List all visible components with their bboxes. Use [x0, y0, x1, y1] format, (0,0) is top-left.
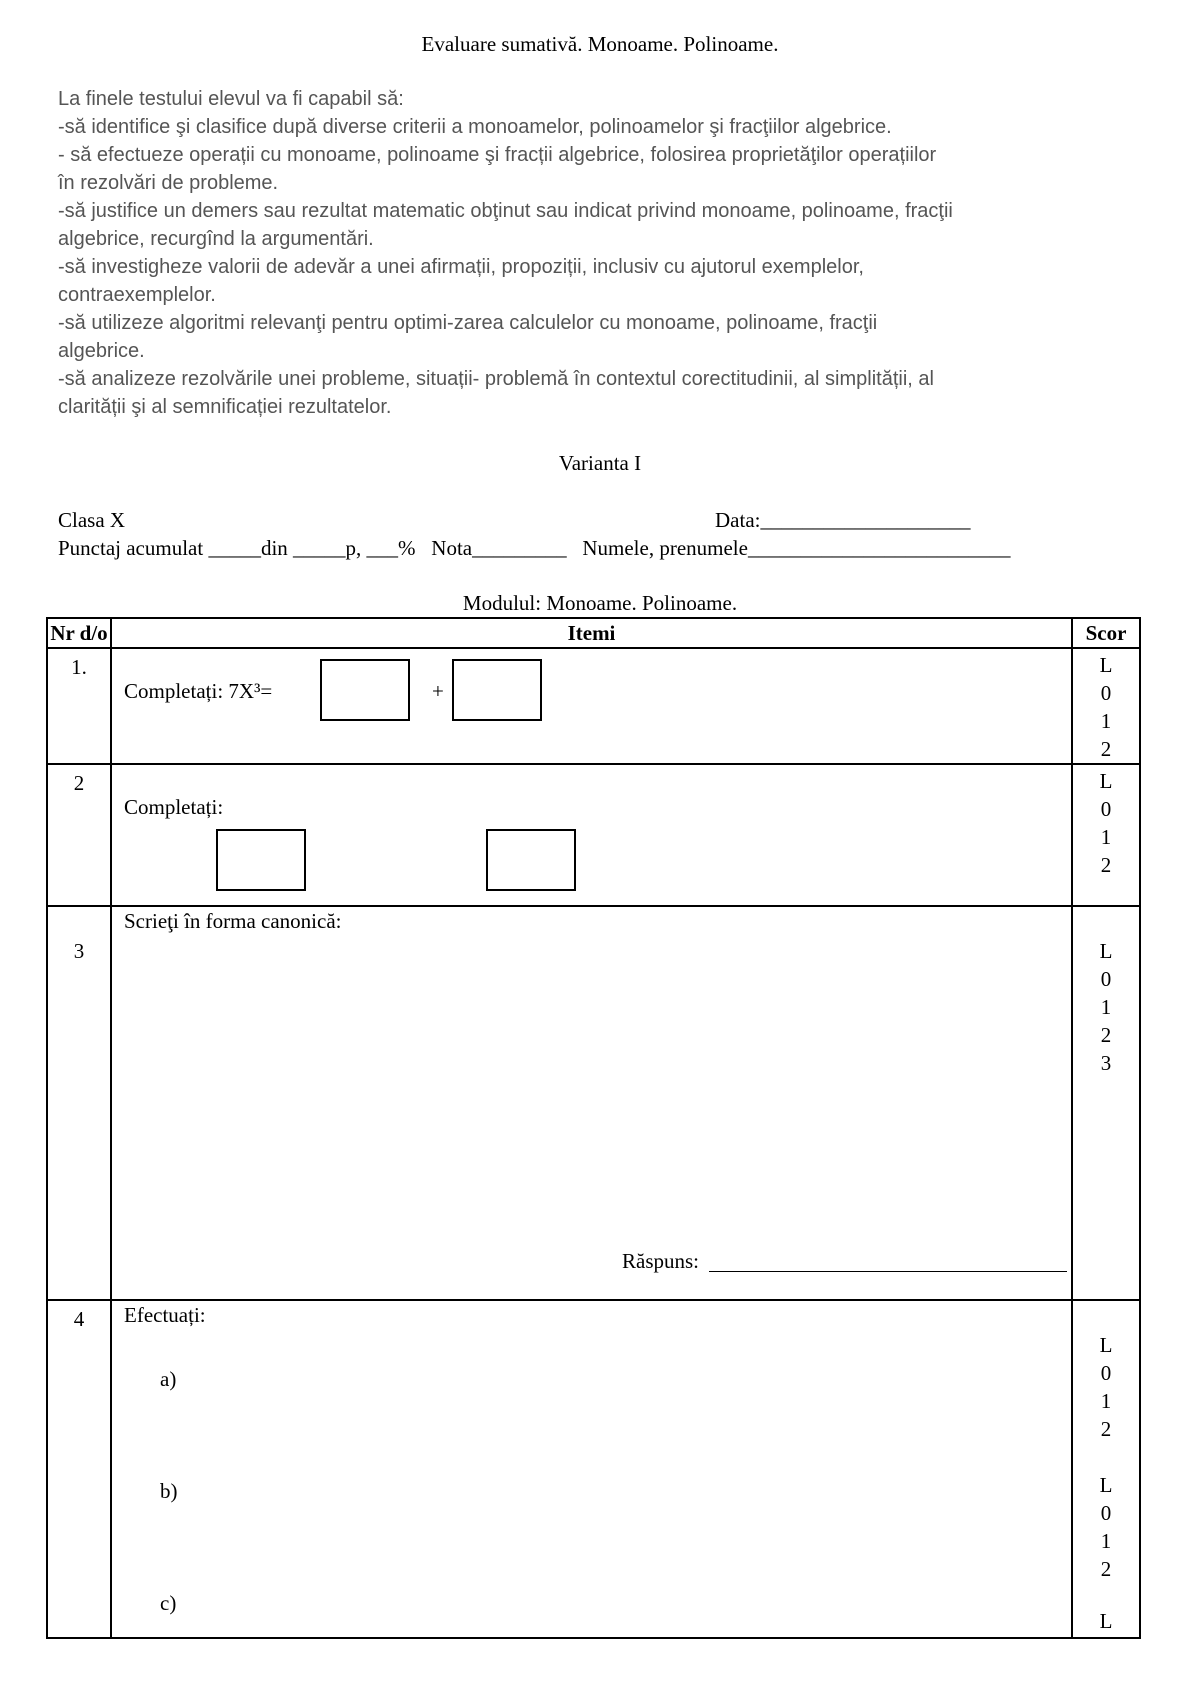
- score-value: L: [1099, 1333, 1113, 1357]
- table-row: [47, 906, 1140, 1300]
- items-table: [46, 617, 1141, 1639]
- answer-label: Răspuns:: [622, 1249, 700, 1273]
- class-label: Clasa X: [58, 508, 126, 532]
- table-row: [47, 764, 1140, 906]
- table-row: [47, 1300, 1140, 1638]
- score-value[interactable]: 3: [1100, 1051, 1112, 1075]
- score-value: L: [1099, 1609, 1113, 1633]
- answer-box[interactable]: [320, 659, 410, 721]
- item-cell: [111, 764, 1072, 906]
- score-value[interactable]: 1: [1100, 995, 1112, 1019]
- objective-line: -să identifice şi clasifice după diverse criterii a monoamelor, polinoamelor şi fracţiilor algebrice.: [58, 116, 892, 138]
- answer-box[interactable]: [452, 659, 542, 721]
- variant-label: Varianta I: [558, 451, 642, 475]
- objective-line: algebrice, recurgînd la argumentări.: [58, 228, 374, 250]
- score-value: L: [1099, 769, 1113, 793]
- item-text: Completați: 7X³=: [124, 679, 273, 703]
- answer-box[interactable]: [216, 829, 306, 891]
- item-text: Efectuați:: [124, 1303, 206, 1327]
- objective-line: algebrice.: [58, 340, 145, 362]
- objective-line: - să efectueze operații cu monoame, polinoame şi fracții algebrice, folosirea proprietăţilor operațiilor: [58, 144, 937, 166]
- part-label: a): [160, 1367, 177, 1391]
- score-value[interactable]: 0: [1100, 681, 1112, 705]
- table-row: [47, 648, 1140, 764]
- item-cell: [111, 648, 1072, 764]
- header-items: Itemi: [111, 618, 1072, 648]
- header-nr: Nr d/o: [47, 618, 111, 648]
- score-name-line[interactable]: Punctaj acumulat _____din _____p, ___% Nota_________ Numele, prenumele_________________________: [58, 536, 1011, 560]
- row-number: 2: [47, 764, 111, 906]
- score-value[interactable]: 0: [1100, 967, 1112, 991]
- objective-line: în rezolvări de probleme.: [58, 172, 279, 194]
- score-value[interactable]: 1: [1100, 1529, 1112, 1553]
- objective-line: -să investigheze valorii de adevăr a unei afirmații, propoziții, inclusiv cu ajutorul exemplelor,: [58, 256, 864, 278]
- objective-line: clarității şi al semnificației rezultatelor.: [58, 396, 392, 418]
- score-value: L: [1099, 653, 1113, 677]
- page-title: Evaluare sumativă. Monoame. Polinoame.: [421, 32, 779, 56]
- plus-sign: +: [432, 679, 444, 703]
- part-label: c): [160, 1591, 177, 1615]
- score-value[interactable]: 0: [1100, 1501, 1112, 1525]
- date-field[interactable]: Data:____________________: [715, 508, 971, 532]
- score-value: L: [1099, 939, 1113, 963]
- score-value[interactable]: 0: [1100, 1361, 1112, 1385]
- score-value[interactable]: 2: [1100, 737, 1112, 761]
- item-text: Completați:: [124, 795, 224, 819]
- score-cell: [1072, 906, 1140, 1300]
- score-value[interactable]: 1: [1100, 709, 1112, 733]
- header-score: Scor: [1072, 618, 1140, 648]
- score-value[interactable]: 2: [1100, 1417, 1112, 1441]
- objective-line: -să justifice un demers sau rezultat matematic obţinut sau indicat privind monoame, polinoame, fracţii: [58, 200, 953, 222]
- table-header-row: [47, 618, 1140, 648]
- objectives-intro: La finele testului elevul va fi capabil să:: [58, 88, 404, 110]
- row-number: 3: [47, 906, 111, 1300]
- answer-box[interactable]: [486, 829, 576, 891]
- objectives-block: [58, 85, 1158, 421]
- answer-line[interactable]: [709, 1271, 1067, 1272]
- item-text: Scrieţi în forma canonică:: [124, 909, 342, 933]
- objective-line: contraexemplelor.: [58, 284, 216, 306]
- score-cell: [1072, 764, 1140, 906]
- score-value[interactable]: 1: [1100, 1389, 1112, 1413]
- score-value[interactable]: 2: [1100, 853, 1112, 877]
- score-cell: [1072, 648, 1140, 764]
- score-cell: [1072, 1300, 1140, 1638]
- row-number: 1.: [47, 648, 111, 764]
- module-label: Modulul: Monoame. Polinoame.: [462, 591, 738, 615]
- score-value[interactable]: 0: [1100, 797, 1112, 821]
- item-cell: [111, 1300, 1072, 1638]
- score-value[interactable]: 1: [1100, 825, 1112, 849]
- score-value[interactable]: 2: [1100, 1557, 1112, 1581]
- row-number: 4: [47, 1300, 111, 1638]
- objective-line: -să utilizeze algoritmi relevanţi pentru optimi-zarea calculelor cu monoame, polinoame, fracţii: [58, 312, 878, 334]
- score-value: L: [1099, 1473, 1113, 1497]
- score-value[interactable]: 2: [1100, 1023, 1112, 1047]
- item-cell: [111, 906, 1072, 1300]
- part-label: b): [160, 1479, 178, 1503]
- objective-line: -să analizeze rezolvările unei probleme, situații- problemă în contextul corectitudinii, al simplității, al: [58, 368, 934, 390]
